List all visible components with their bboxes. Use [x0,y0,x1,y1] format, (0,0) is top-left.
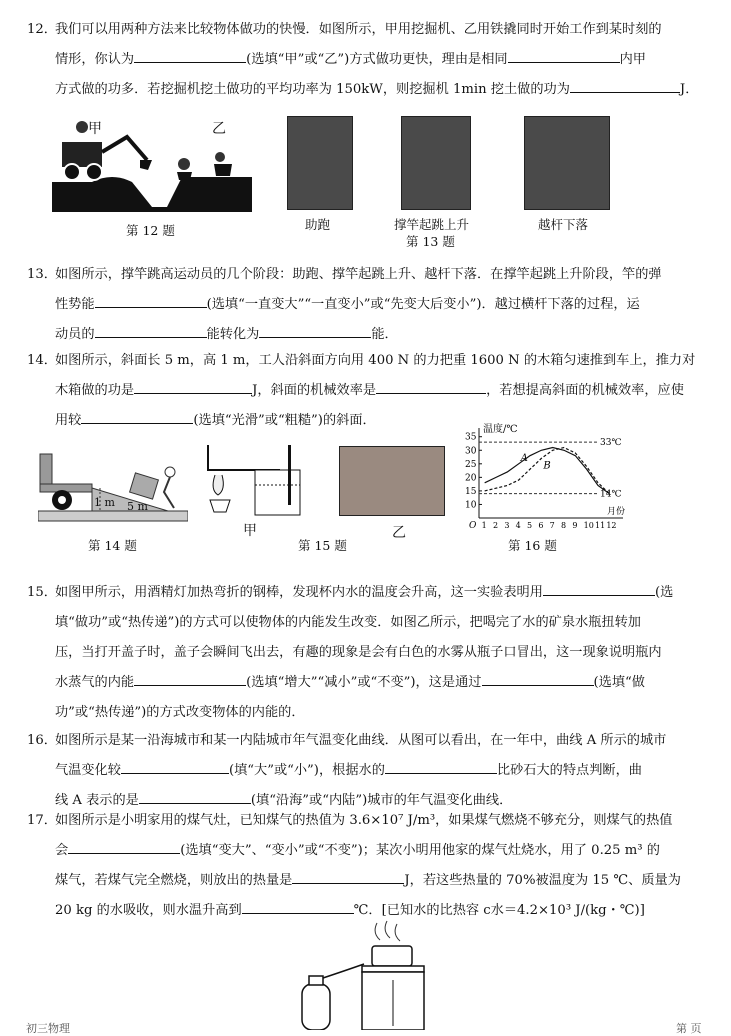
heating-rod-figure [200,440,320,520]
photo-bar-fall [524,116,610,210]
answer-blank[interactable] [292,869,404,884]
question-line: 木箱做的功是 J，斜面的机械效率是 ，若想提高斜面的机械效率，应使 [55,376,717,406]
x-tick-label: 3 [504,521,510,530]
x-tick-label: 4 [515,521,521,530]
series-label: B [543,460,551,472]
label-yi: 乙 [392,525,406,541]
gas-stove-figure [292,918,442,1030]
annotation-label: 14℃ [600,489,622,500]
label-yi: 乙 [212,121,226,137]
incline-figure [38,446,188,524]
question-number: 17． [27,813,57,828]
x-tick-label: 2 [493,521,499,530]
y-tick-label: 20 [465,473,477,484]
answer-blank[interactable] [385,759,497,774]
question-line: 20 kg 的水吸收，则水温升高到 ℃．[已知水的比热容 c水＝4.2×10³ J/(kg・℃)] [55,896,717,926]
question-line: 动员的 能转化为 能． [55,320,717,350]
label-jia: 甲 [243,523,257,539]
y-tick-label: 35 [465,432,477,443]
footer-page: 第 页 [676,1022,702,1035]
question-line: 用较 (选填“光滑”或“粗糙”)的斜面． [55,406,717,436]
y-tick-label: 15 [465,486,477,497]
x-tick-label: 12 [606,521,617,530]
temperature-chart [455,422,635,532]
question-line: 性势能 (选填“一直变大”“一直变小”或“先变大后变小”)．越过横杆下落的过程，运 [55,290,717,320]
answer-blank[interactable] [134,671,246,686]
question-line: 会 (选填“变大”、“变小”或“不变”)；某次小明用他家的煤气灶烧水，用了 0.25 m³ 的 [55,836,717,866]
figure-caption: 第 15 题 [298,538,347,553]
origin-label: O [469,521,477,531]
x-tick-label: 8 [561,521,567,530]
x-tick-label: 11 [595,521,606,530]
question-number: 12． [27,22,57,37]
y-tick-label: 30 [465,446,477,457]
figure-caption: 第 13 题 [406,234,455,249]
chart-labels [465,422,625,531]
question-line: 如图所示，斜面长 5 m，高 1 m，工人沿斜面方向用 400 N 的力把重 1600 N 的木箱匀速推到车上，推力对 [55,353,696,368]
answer-blank[interactable] [482,671,594,686]
question-line: 如图所示是某一沿海城市和某一内陆城市年气温变化曲线．从图可以看出，在一年中，曲线 A 所示的城市 [55,733,667,748]
figure-caption: 第 12 题 [126,223,175,238]
answer-blank[interactable] [134,379,252,394]
question-line: 压，当打开盖子时，盖子会瞬间飞出去，有趣的现象是会有白色的水雾从瓶子口冒出，这一现象说明瓶内 [55,645,662,660]
length-label: 5 m [127,500,148,513]
annotation-label: 33℃ [600,438,622,449]
answer-blank[interactable] [543,581,655,596]
answer-blank[interactable] [121,759,229,774]
question-line: 煤气，若煤气完全燃烧，则放出的热量是 J，若这些热量的 70%被温度为 15 ℃、质量为 [55,866,717,896]
photo-label-run-up: 助跑 [305,217,331,232]
footer-subject: 初三物理 [26,1022,70,1035]
photo-run-up [287,116,353,210]
question-12 [27,15,717,105]
x-tick-label: 6 [538,521,544,530]
y-tick-label: 10 [465,500,477,511]
question-13 [27,260,717,350]
answer-blank[interactable] [259,323,371,338]
x-tick-label: 1 [481,521,487,530]
question-line: 水蒸气的内能 (选填“增大”“减小”或“不变”)，这是通过 (选填“做 [55,668,717,698]
height-label: 1 m [94,496,115,509]
question-line: 功”或“热传递”)的方式改变物体的内能的． [55,705,305,720]
figure-caption: 第 16 题 [508,538,557,553]
figure-caption: 第 14 题 [88,538,137,553]
x-axis-label: 月份 [607,507,626,517]
question-line: 填“做功”或“热传递”)的方式可以使物体的内能发生改变．如图乙所示，把喝完了水的矿泉水瓶扭转加 [55,615,641,630]
question-line: 气温变化较 (填“大”或“小”)，根据水的 比砂石大的特点判断，曲 [55,756,717,786]
question-number: 15． [27,585,57,600]
photo-pole-rise [401,116,471,210]
question-17 [27,806,717,926]
answer-blank[interactable] [95,323,207,338]
question-line: 情形，你认为 (选填“甲”或“乙”)方式做功更快，理由是相同 内甲 [55,45,717,75]
question-line: 方式做的功多．若挖掘机挖土做功的平均功率为 150kW，则挖掘机 1min 挖土做的功为 J． [55,75,717,105]
answer-blank[interactable] [570,78,680,93]
x-tick-label: 7 [549,521,555,530]
answer-blank[interactable] [68,839,180,854]
question-number: 13． [27,267,57,282]
label-jia: 甲 [88,121,102,137]
question-number: 16． [27,733,57,748]
question-line: 如图所示，撑竿跳高运动员的几个阶段：助跑、撑竿起跳上升、越杆下落．在撑竿起跳上升阶段，竿的弹 [55,267,662,282]
answer-blank[interactable] [95,293,207,308]
answer-blank[interactable] [376,379,486,394]
y-tick-label: 25 [465,459,477,470]
photo-bottle [339,446,445,516]
question-16 [27,726,717,816]
question-15 [27,578,717,728]
answer-blank[interactable] [81,409,193,424]
photo-label-bar-fall: 越杆下落 [538,217,589,232]
question-line: 我们可以用两种方法来比较物体做功的快慢．如图所示，甲用挖掘机、乙用铁撬同时开始工作到某时刻的 [55,22,662,37]
question-line: 如图甲所示，用酒精灯加热弯折的钢棒，发现杯内水的温度会升高，这一实验表明用 (选 [55,578,717,608]
question-line: 如图所示是小明家用的煤气灶，已知煤气的热值为 3.6×10⁷ J/m³，如果煤气燃烧不够充分，则煤气的热值 [55,813,673,828]
question-number: 14． [27,353,57,368]
x-tick-label: 5 [527,521,533,530]
answer-blank[interactable] [134,48,246,63]
series-label: A [520,452,528,464]
answer-blank[interactable] [139,789,251,804]
answer-blank[interactable] [242,899,354,914]
y-axis-label: 温度/℃ [483,424,518,435]
photo-label-pole-rise: 撑竿起跳上升 [394,217,470,232]
question-line: 线 A 表示的是 (填“沿海”或“内陆”)城市的年气温变化曲线． [55,786,717,816]
x-tick-label: 9 [572,521,578,530]
answer-blank[interactable] [508,48,620,63]
x-tick-label: 10 [583,521,594,530]
